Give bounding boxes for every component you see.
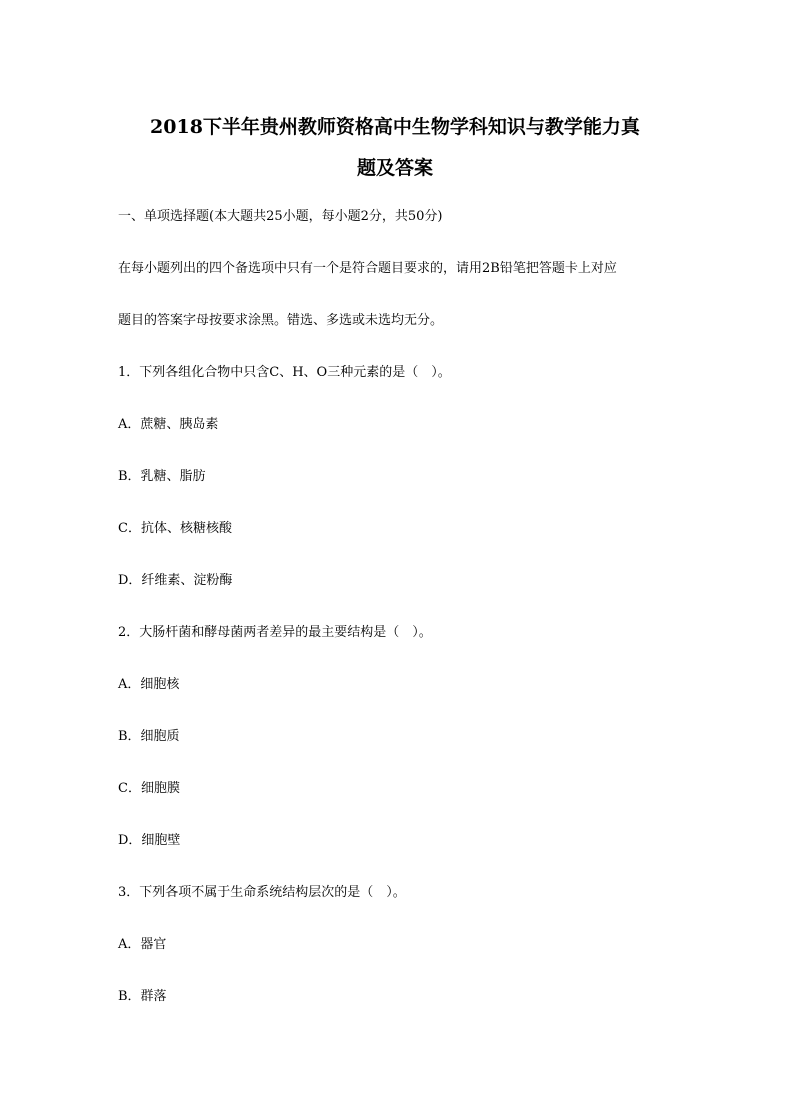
question-1-option-d: D．纤维素、淀粉酶: [118, 573, 233, 588]
question-1-option-c: C．抗体、核糖核酸: [118, 521, 232, 536]
document-title-line-1: 2018下半年贵州教师资格高中生物学科知识与教学能力真: [150, 116, 640, 138]
question-3-stem: 3．下列各项不属于生命系统结构层次的是（ ）。: [118, 885, 406, 900]
document-title-line-2: 题及答案: [356, 157, 433, 179]
question-2-option-d: D．细胞壁: [118, 833, 181, 848]
question-3-option-b: B．群落: [118, 989, 167, 1004]
question-2-option-b: B．细胞质: [118, 729, 180, 744]
question-1-option-a: A．蔗糖、胰岛素: [118, 417, 219, 432]
question-2-option-c: C．细胞膜: [118, 781, 180, 796]
question-2-option-a: A．细胞核: [118, 677, 180, 692]
question-1-stem: 1．下列各组化合物中只含C、H、O三种元素的是（ ）。: [118, 365, 451, 380]
question-2-stem: 2．大肠杆菌和酵母菌两者差异的最主要结构是（ ）。: [118, 625, 432, 640]
section-header: 一、单项选择题(本大题共25小题，每小题2分，共50分): [118, 209, 443, 224]
question-1-option-b: B．乳糖、脂肪: [118, 469, 206, 484]
question-3-option-a: A．器官: [118, 937, 167, 952]
instruction-line-2: 题目的答案字母按要求涂黑。错选、多选或未选均无分。: [118, 313, 444, 328]
instruction-line-1: 在每小题列出的四个备选项中只有一个是符合题目要求的，请用2B铅笔把答题卡上对应: [118, 261, 617, 276]
